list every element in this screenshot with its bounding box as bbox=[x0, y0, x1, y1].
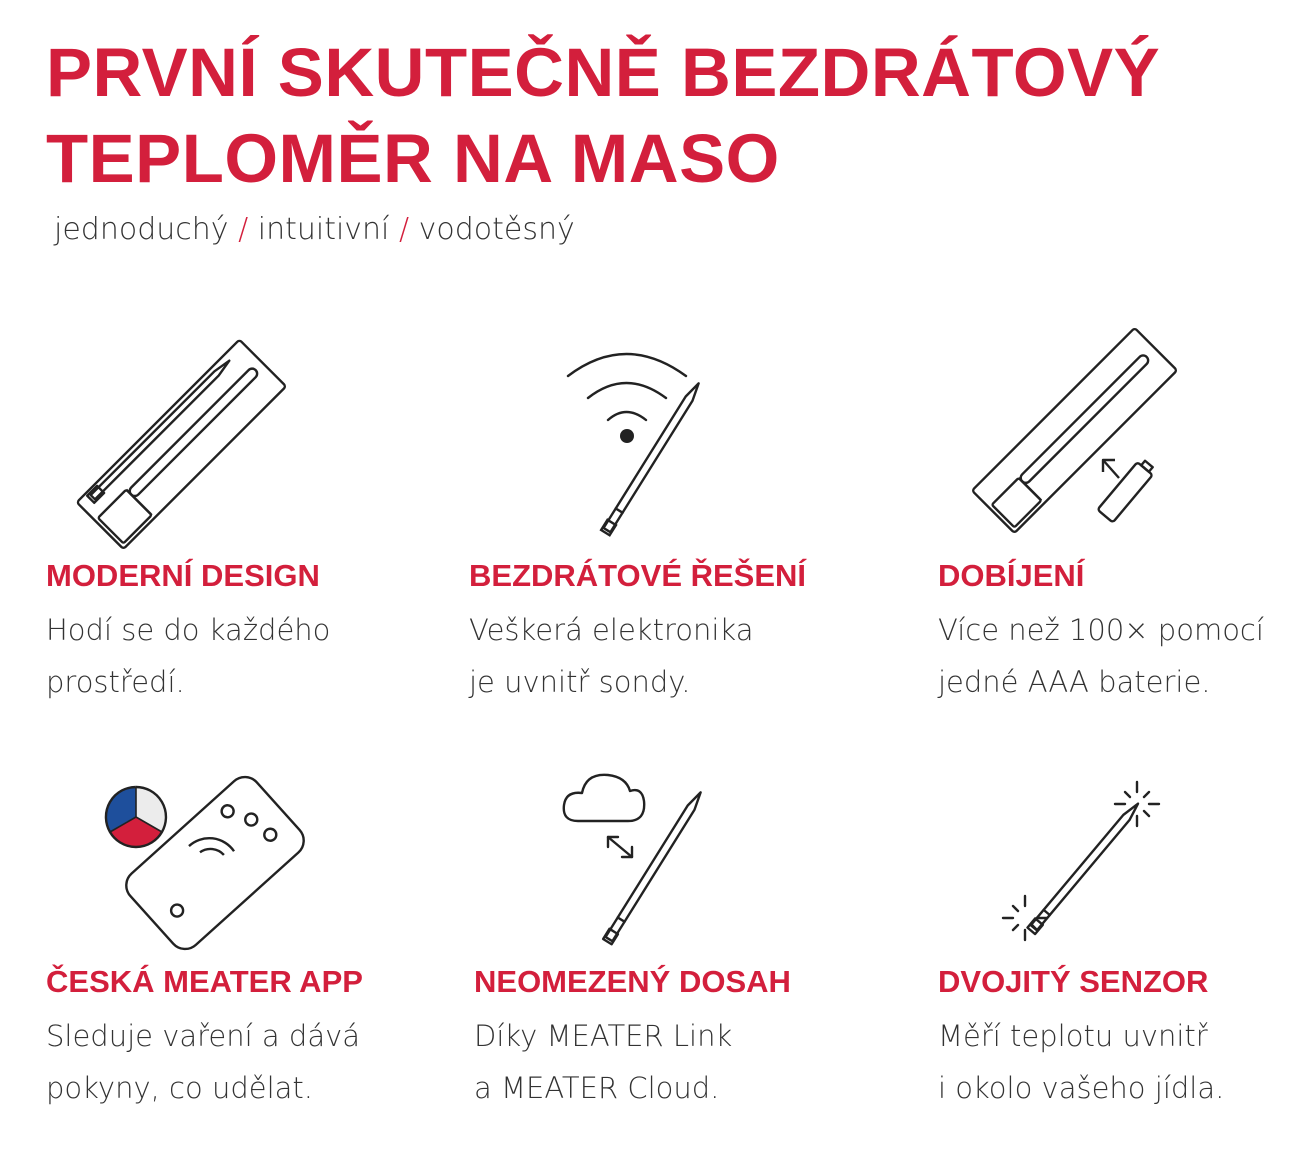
feature-line: Hodí se do každého bbox=[46, 613, 331, 647]
feature-description bbox=[46, 604, 406, 708]
feature-wireless bbox=[469, 556, 829, 708]
feature-line: a MEATER Cloud. bbox=[474, 1071, 720, 1105]
title-line-1: PRVNÍ SKUTEČNĚ BEZDRÁTOVÝ bbox=[46, 34, 1161, 111]
feature-line: Sleduje vaření a dává bbox=[46, 1019, 361, 1053]
feature-line: Měří teplotu uvnitř bbox=[938, 1019, 1208, 1053]
page-title bbox=[46, 30, 1160, 202]
dual-sensor-icon bbox=[995, 780, 1175, 950]
feature-title: MODERNÍ DESIGN bbox=[46, 558, 320, 593]
feature-app bbox=[46, 962, 406, 1114]
feature-charging bbox=[938, 556, 1298, 708]
tagline bbox=[54, 212, 575, 247]
feature-line: Veškerá elektronika bbox=[469, 613, 754, 647]
feature-description bbox=[938, 1010, 1298, 1114]
tagline-separator: / bbox=[398, 212, 410, 247]
feature-description bbox=[469, 604, 829, 708]
feature-title: BEZDRÁTOVÉ ŘEŠENÍ bbox=[469, 558, 807, 593]
feature-range bbox=[474, 962, 834, 1114]
cloud-probe-icon bbox=[560, 765, 730, 945]
sparkle-icon bbox=[1003, 896, 1047, 940]
feature-line: i okolo vašeho jídla. bbox=[938, 1071, 1225, 1105]
tagline-item-3: vodotěsný bbox=[418, 212, 575, 247]
flag-circle-icon bbox=[106, 787, 166, 847]
feature-line: Díky MEATER Link bbox=[474, 1019, 733, 1053]
tagline-separator: / bbox=[238, 212, 249, 247]
probe-in-case-icon bbox=[100, 340, 300, 530]
feature-dual-sensor bbox=[938, 962, 1298, 1114]
title-line-2: TEPLOMĚR NA MASO bbox=[46, 120, 780, 197]
feature-line: Více než 100× pomocí bbox=[938, 613, 1264, 647]
tagline-item-2: intuitivní bbox=[257, 212, 390, 247]
feature-description bbox=[938, 604, 1298, 708]
feature-line: pokyny, co udělat. bbox=[46, 1071, 314, 1105]
feature-title: ČESKÁ MEATER APP bbox=[46, 964, 363, 999]
feature-line: jedné AAA baterie. bbox=[938, 665, 1211, 699]
battery-charging-icon bbox=[985, 340, 1185, 530]
feature-line: prostředí. bbox=[46, 665, 185, 699]
feature-description bbox=[474, 1010, 834, 1114]
feature-modern-design bbox=[46, 556, 406, 708]
feature-title: DVOJITÝ SENZOR bbox=[938, 964, 1209, 999]
wireless-probe-icon bbox=[560, 340, 730, 530]
feature-description bbox=[46, 1010, 406, 1114]
phone-app-icon bbox=[100, 760, 310, 940]
tagline-item-1: jednoduchý bbox=[54, 212, 229, 247]
feature-title: NEOMEZENÝ DOSAH bbox=[474, 964, 791, 999]
feature-title: DOBÍJENÍ bbox=[938, 558, 1085, 593]
feature-line: je uvnitř sondy. bbox=[469, 665, 691, 699]
